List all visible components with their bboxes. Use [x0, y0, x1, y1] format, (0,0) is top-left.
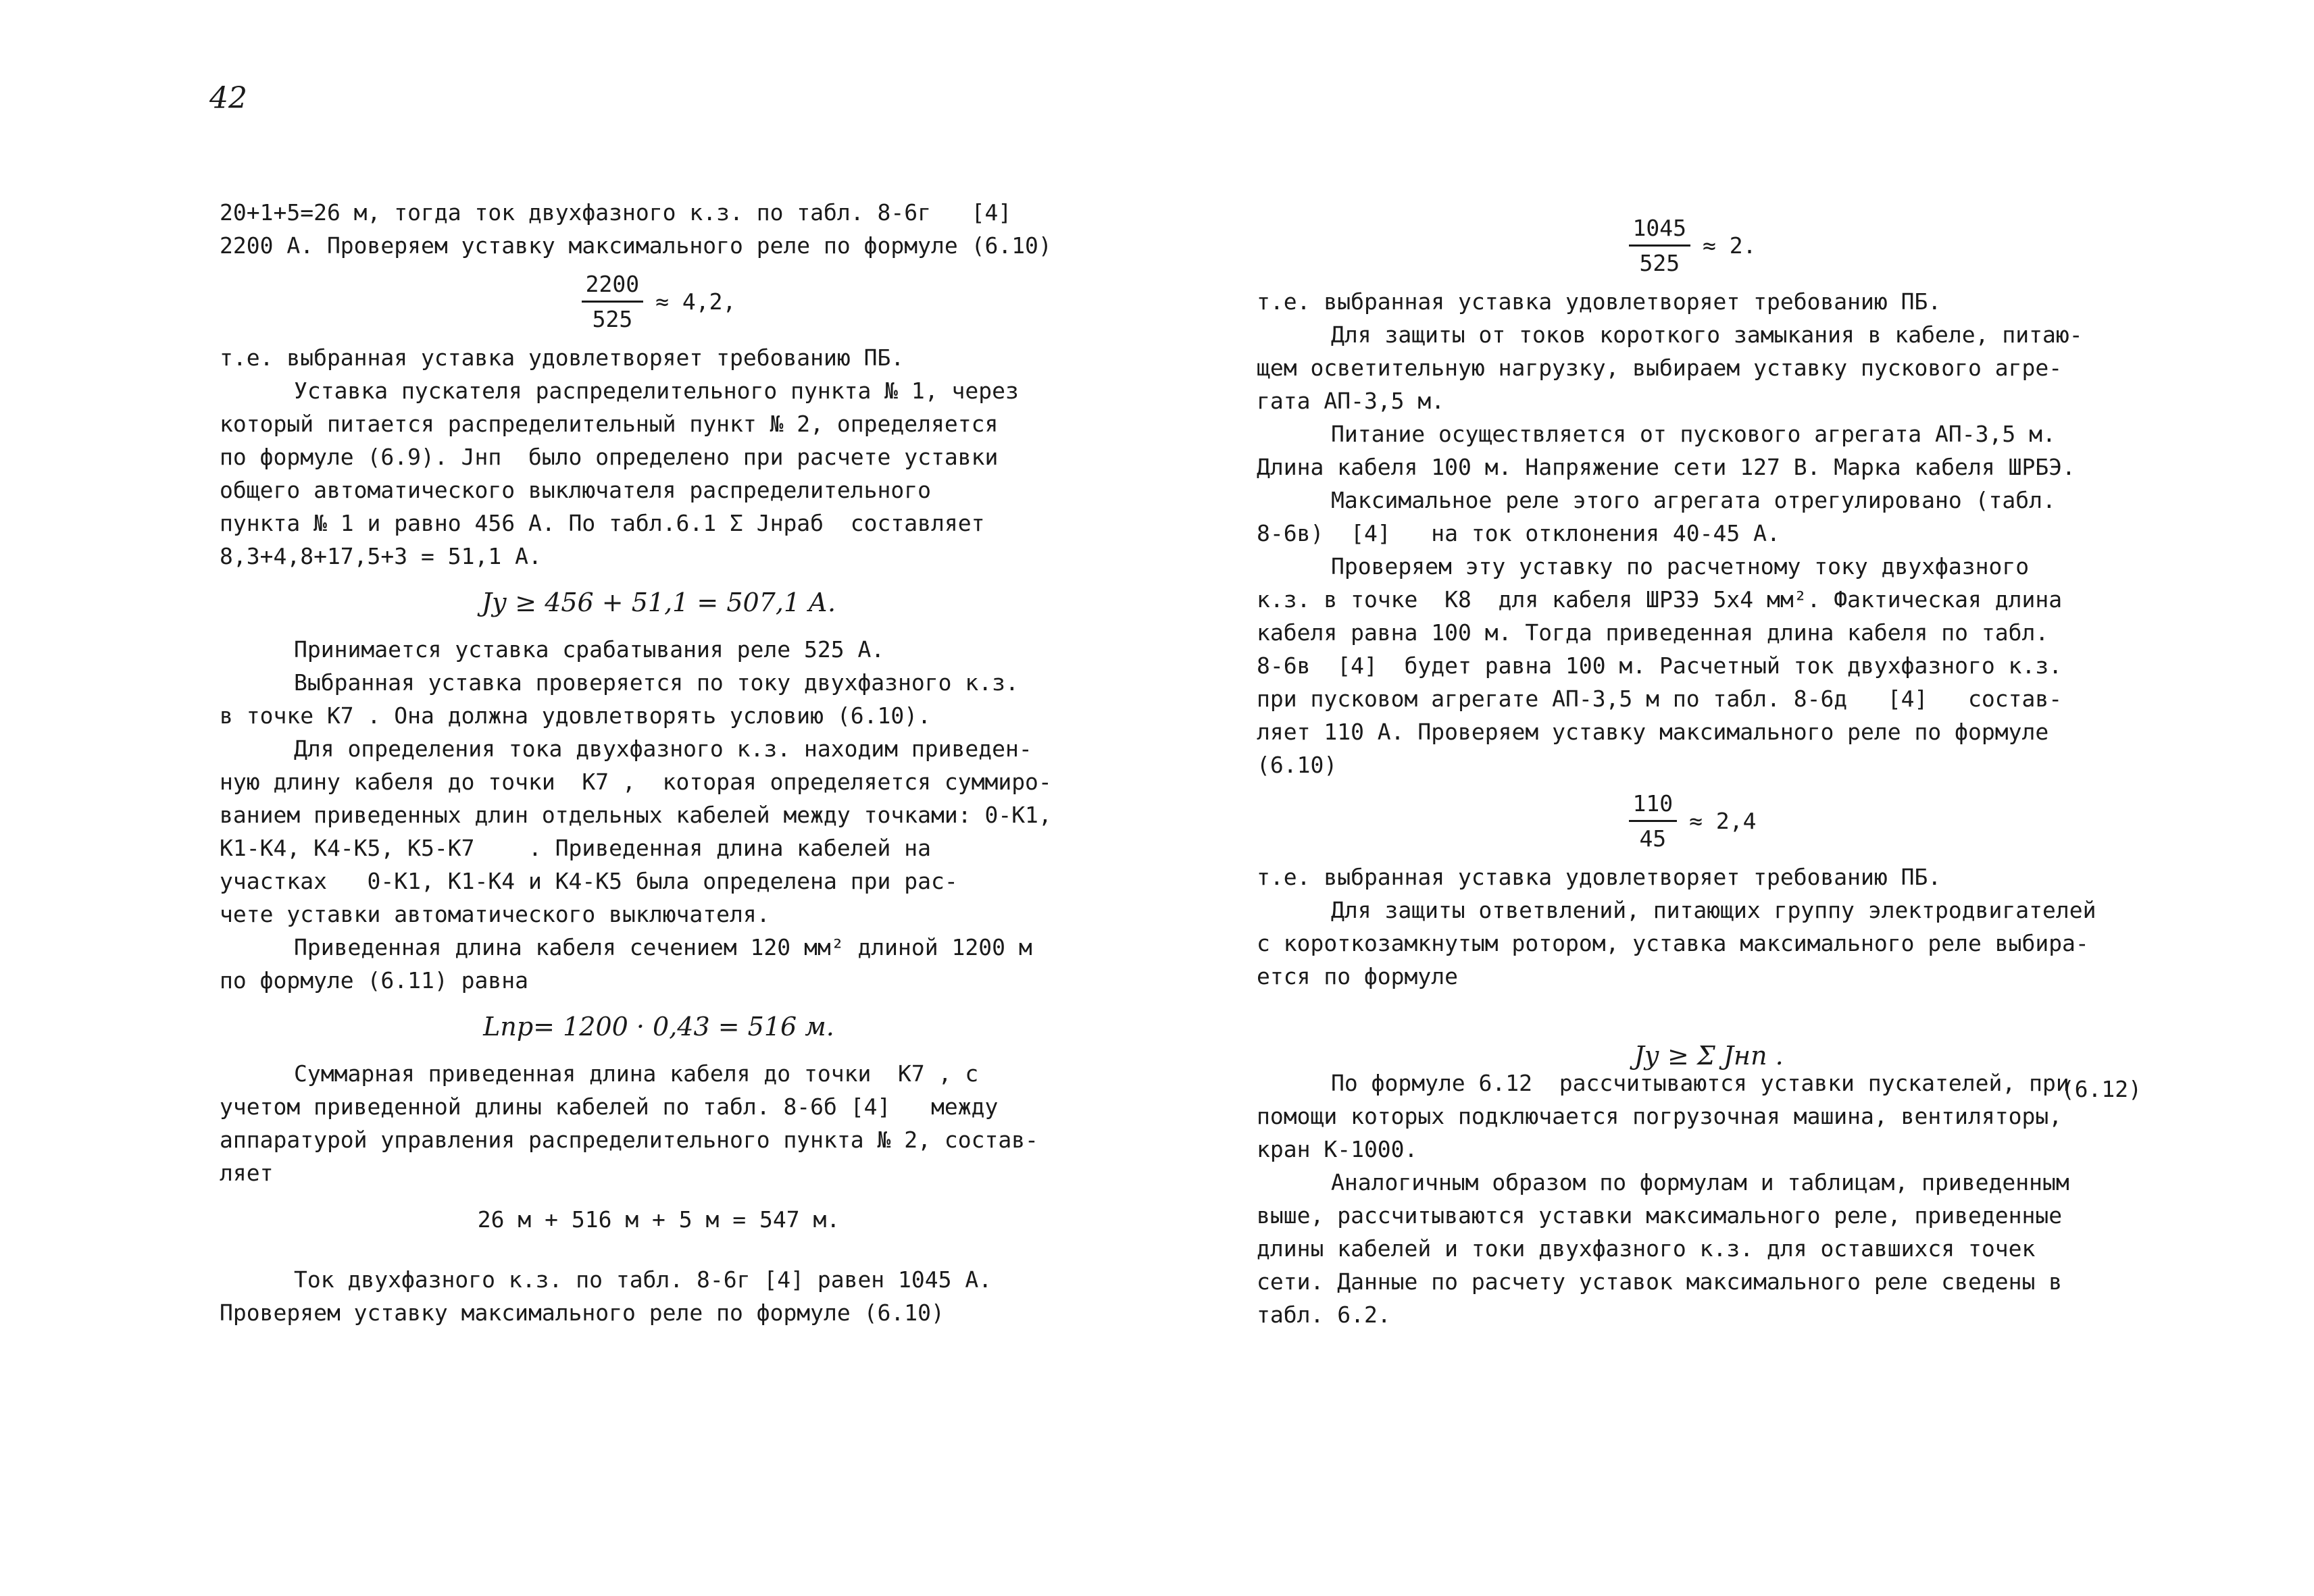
fraction-result: ≈ 2. — [1703, 232, 1757, 259]
text-line: Максимальное реле этого агрегата отрегулировано (табл. — [1331, 487, 2056, 513]
text-line: Принимается уставка срабатывания реле 525 А. — [294, 636, 885, 663]
text-line: при пусковом агрегате АП-3,5 м по табл. 8-6д [4] состав- — [1257, 686, 2063, 712]
text-line: Аналогичным образом по формулам и таблицам, приведенным — [1331, 1169, 2069, 1195]
text-line: по формуле (6.11) равна — [220, 967, 528, 994]
text-line: т.е. выбранная уставка удовлетворяет требованию ПБ. — [220, 344, 905, 371]
text-line: Проверяем эту уставку по расчетному току двухфазного — [1331, 553, 2030, 580]
fraction — [1629, 787, 1678, 855]
text-line: в точке K7 . Она должна удовлетворять условию (6.10). — [220, 702, 931, 729]
text-line: который питается распределительный пункт № 2, определяется — [220, 411, 999, 437]
text-line: 20+1+5=26 м, тогда ток двухфазного к.з. по табл. 8-6г [4] — [220, 199, 1012, 226]
text-line: табл. 6.2. — [1257, 1302, 1391, 1328]
text-line: ную длину кабеля до точки K7 , которая определяется суммиро- — [220, 769, 1052, 795]
text-line: по формуле (6.9). Jнп было определено при расчете уставки — [220, 444, 999, 470]
text-line: Суммарная приведенная длина кабеля до точки K7 , с — [294, 1060, 979, 1087]
text-line: Приведенная длина кабеля сечением 120 мм² длиной 1200 м — [294, 934, 1032, 960]
text-line: 8,3+4,8+17,5+3 = 51,1 А. — [220, 543, 542, 569]
fraction-denominator: 525 — [1639, 250, 1680, 276]
text-line: По формуле 6.12 рассчитываются уставки пускателей, при — [1331, 1070, 2069, 1096]
fraction — [582, 267, 643, 336]
formula-ratio-3 — [1257, 787, 2128, 855]
left-column — [220, 196, 1098, 1329]
text-line: т.е. выбранная уставка удовлетворяет требованию ПБ. — [1257, 288, 1942, 315]
text-line: 8-6в [4] будет равна 100 м. Расчетный ток двухфазного к.з. — [1257, 652, 2063, 679]
text-line: пункта № 1 и равно 456 А. По табл.6.1 Σ Jнраб составляет — [220, 510, 985, 536]
text-line: Питание осуществляется от пускового агрегата АП-3,5 м. — [1331, 421, 2056, 447]
text-line: ляет — [220, 1160, 274, 1186]
text-line: Для защиты ответвлений, питающих группу электродвигателей — [1331, 897, 2096, 923]
formula-sum: 26 м + 516 м + 5 м = 547 м. — [477, 1206, 840, 1233]
text-line: Проверяем уставку максимального реле по формуле (6.10) — [220, 1299, 945, 1326]
formula-setting: Jу ≥ 456 + 51,1 = 507,1 А. — [481, 588, 836, 617]
formula-ratio-1 — [220, 267, 1098, 336]
text-line: участках 0-K1, K1-K4 и K4-K5 была определена при рас- — [220, 868, 958, 894]
text-line: с короткозамкнутым ротором, уставка максимального реле выбира- — [1257, 930, 2089, 956]
text-line: (6.10) — [1257, 752, 1338, 778]
text-line: 2200 А. Проверяем уставку максимального реле по формуле (6.10) — [220, 232, 1052, 259]
text-line: аппаратурой управления распределительного пункта № 2, состав- — [220, 1127, 1038, 1153]
text-line: Для определения тока двухфазного к.з. находим приведен- — [294, 736, 1032, 762]
text-line: кабеля равна 100 м. Тогда приведенная длина кабеля по табл. — [1257, 619, 2049, 646]
fraction — [1629, 211, 1690, 280]
fraction-numerator: 110 — [1629, 787, 1678, 822]
text-line: учетом приведенной длины кабелей по табл. 8-6б [4] между — [220, 1093, 999, 1120]
text-line: к.з. в точке K8 для кабеля ШРЗЭ 5х4 мм². Фактическая длина — [1257, 586, 2063, 613]
text-line: гата АП-3,5 м. — [1257, 388, 1445, 414]
text-line: сети. Данные по расчету уставок максимального реле сведены в — [1257, 1268, 2063, 1295]
text-line: Выбранная уставка проверяется по току двухфазного к.з. — [294, 669, 1019, 696]
formula-text: Jу ≥ Σ Jнп . — [1634, 1041, 1784, 1071]
text-line: чете уставки автоматического выключателя. — [220, 901, 770, 927]
text-line: длины кабелей и токи двухфазного к.з. для оставшихся точек — [1257, 1235, 2036, 1262]
formula-length: Lпр= 1200 · 0,43 = 516 м. — [483, 1012, 834, 1041]
formula-ratio-2 — [1257, 211, 2128, 280]
fraction-numerator: 2200 — [582, 267, 643, 303]
text-line: ляет 110 А. Проверяем уставку максимального реле по формуле — [1257, 719, 2049, 745]
text-line: т.е. выбранная уставка удовлетворяет требованию ПБ. — [1257, 864, 1942, 890]
text-line: Уставка пускателя распределительного пункта № 1, через — [294, 378, 1019, 404]
text-line: Для защиты от токов короткого замыкания в кабеле, питаю- — [1331, 321, 2083, 348]
right-column — [1257, 206, 2142, 1331]
fraction-denominator: 525 — [592, 306, 633, 332]
page-number: 42 — [209, 81, 247, 115]
text-line: Длина кабеля 100 м. Напряжение сети 127 В. Марка кабеля ШРБЭ. — [1257, 454, 2076, 480]
text-line: общего автоматического выключателя распределительного — [220, 477, 931, 503]
text-line: ется по формуле — [1257, 963, 1459, 989]
fraction-denominator: 45 — [1639, 825, 1667, 852]
text-line: K1-K4, K4-K5, K5-K7 . Приведенная длина кабелей на — [220, 835, 931, 861]
text-line: кран К-1000. — [1257, 1136, 1418, 1162]
text-line: 8-6в) [4] на ток отклонения 40-45 А. — [1257, 520, 1780, 546]
fraction-result: ≈ 4,2, — [655, 288, 736, 315]
text-line: Ток двухфазного к.з. по табл. 8-6г [4] равен 1045 А. — [294, 1266, 992, 1293]
text-line: выше, рассчитываются уставки максимального реле, приведенные — [1257, 1202, 2063, 1229]
equation-number: (6.12) — [2061, 1076, 2142, 1102]
text-line: щем осветительную нагрузку, выбираем уставку пускового агре- — [1257, 355, 2063, 381]
fraction-result: ≈ 2,4 — [1689, 808, 1757, 834]
text-line: ванием приведенных длин отдельных кабелей между точками: 0-K1, — [220, 802, 1052, 828]
text-line: помощи которых подключается погрузочная машина, вентиляторы, — [1257, 1103, 2063, 1129]
fraction-numerator: 1045 — [1629, 211, 1690, 247]
